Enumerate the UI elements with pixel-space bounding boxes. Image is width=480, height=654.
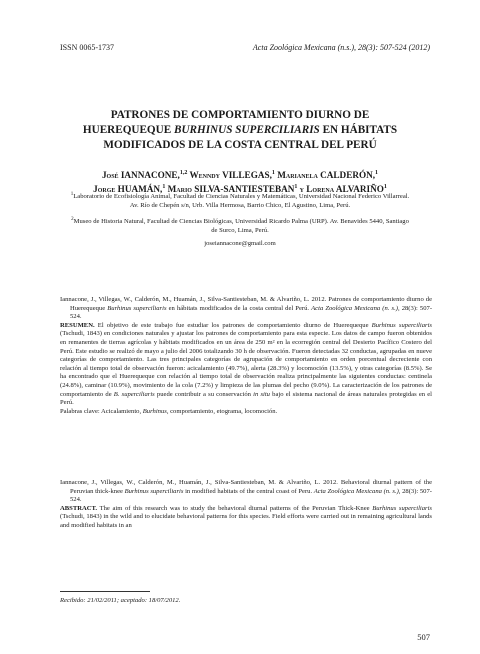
received-date: Recibido: 21/02/2011; aceptado: 18/07/2012.	[60, 597, 181, 604]
title-line-3: MODIFICADOS DE LA COSTA CENTRAL DEL PERÚ	[103, 139, 377, 151]
title-line-2: HUEREQUEQUE BURHINUS SUPERCILIARIS EN HÁBITATS	[82, 124, 398, 136]
issn: ISSN 0065-1737	[60, 43, 115, 52]
page-number: 507	[417, 632, 430, 642]
title-line-1: PATRONES DE COMPORTAMIENTO DIURNO DE	[110, 109, 370, 121]
author-4: Jorge HUAMÁN,	[93, 184, 163, 195]
article-title	[70, 108, 410, 153]
author-6: y Lorena ALVARIÑO	[297, 184, 384, 195]
affiliation-1: $^1$Laboratorio de Ecofisiología Animal, Facultad de Ciencias Naturales y Matemáticas, Universidad Nacional Federico Villarreal. Av. Río de Chepén s/n, Urb. Villa Hermosa, Barrio Chico, El Agustino, Lima, Perú.	[70, 192, 410, 210]
author-2: Wenndy VILLEGAS,	[187, 170, 272, 181]
spanish-citation: Iannacone, J., Villegas, W., Calderón, M., Huamán, J., Silva-Santiesteban, M. & Alvariño, L. 2012. Patrones de comportamiento diurno de Huerequeque Burhinus superciliaris en hábitats modificados de la costa central del Perú. Acta Zoológica Mexicana (n. s.), 28(3): 507-524.	[60, 296, 433, 321]
author-email: joseiannacone@gmail.com	[204, 240, 276, 248]
affiliation-2: $^2$Museo de Historia Natural, Facultad de Ciencias Biológicas, Universidad Ricardo Palma (URP). Av. Benavides 5440, Santiago de Surco, Lima, Perú.	[71, 216, 409, 234]
author-3: Marianela CALDERÓN,	[274, 170, 376, 181]
english-section	[60, 479, 432, 531]
running-header	[60, 43, 430, 55]
title-species: BURHINUS SUPERCILIARIS	[173, 124, 320, 136]
author-5: Mario SILVA-SANTIESTEBAN	[165, 184, 295, 195]
author-list: José IANNACONE,$^{1,2}$ Wenndy VILLEGAS,$^1$ Marianela CALDERÓN,$^1$ Jorge HUAMÁN,$^1$ Mario SILVA-SANTIESTEBAN$^1$ y Lorena ALVARIÑO$^1$	[93, 170, 387, 195]
english-citation: Iannacone, J., Villegas, W., Calderón, M., Huamán, J., Silva-Santiesteban, M. & Alvariño, L. 2012. Behavioral diurnal pattern of the Peruvian thick-knee Burhinus superciliaris in modified habitats of the central coast of Peru. Acta Zoológica Mexicana (n. s.), 28(3): 507-524.	[60, 479, 432, 504]
footnote-divider	[60, 591, 150, 592]
english-abstract: ABSTRACT. The aim of this research was to study the behavioral diurnal patterns of the Peruvian Thick-Knee Burhinus superciliaris (Tschudi, 1843) in the wild and to elucidate behavioral patterns for this species. Field efforts were carried out in remaining agricultural lands and modified habitats in an	[60, 504, 432, 529]
author-1: José IANNACONE,	[101, 170, 180, 181]
spanish-section	[60, 296, 432, 416]
spanish-keywords: Palabras clave: Acicalamiento, Burhinus, comportamiento, etograma, locomoción.	[60, 407, 278, 415]
journal-reference: Acta Zoológica Mexicana (n.s.), 28(3): 507-524 (2012)	[252, 43, 430, 52]
spanish-abstract: RESUMEN. El objetivo de este trabajo fue estudiar los patrones de comportamiento diurno de Huerequeque Burhinus superciliaris (Tschudi, 1843) en condiciones naturales y ajustar los patrones de comportamiento para esta especie. Los datos de campo fueron obtenidos en remanentes de tierras agrícolas y hábitats modificados en un área de 250 m² en la ecorregión central del Desierto Pacífico Costero del Perú. Este estudio se realizó de mayo a julio del 2006 totalizando 30 h de observación. Fueron detectadas 32 conductas, agrupadas en nueve categorías de comportamiento. Las tres principales categorías de agrupación de comportamiento en orden porcentual decreciente con relación al tiempo total de observación fueron: acicalamiento (49.7%), alerta (28.3%) y locomoción (13.5%), y otras categorías (8.5%). Se ha encontrado que el Huerequeque con relación al tiempo total de observación realiza principalmente las siguientes conductas: centinela (24.8%), caminar (10.9%), movimiento de la cola (7.2%) y limpieza de las plumas del pecho (9.0%). La caracterización de los patrones de comportamiento de B. superciliaris puede contribuir a su conservación in situ bajo el sistema nacional de áreas naturales protegidas en el Perú.	[60, 321, 432, 407]
affiliations	[68, 190, 412, 252]
